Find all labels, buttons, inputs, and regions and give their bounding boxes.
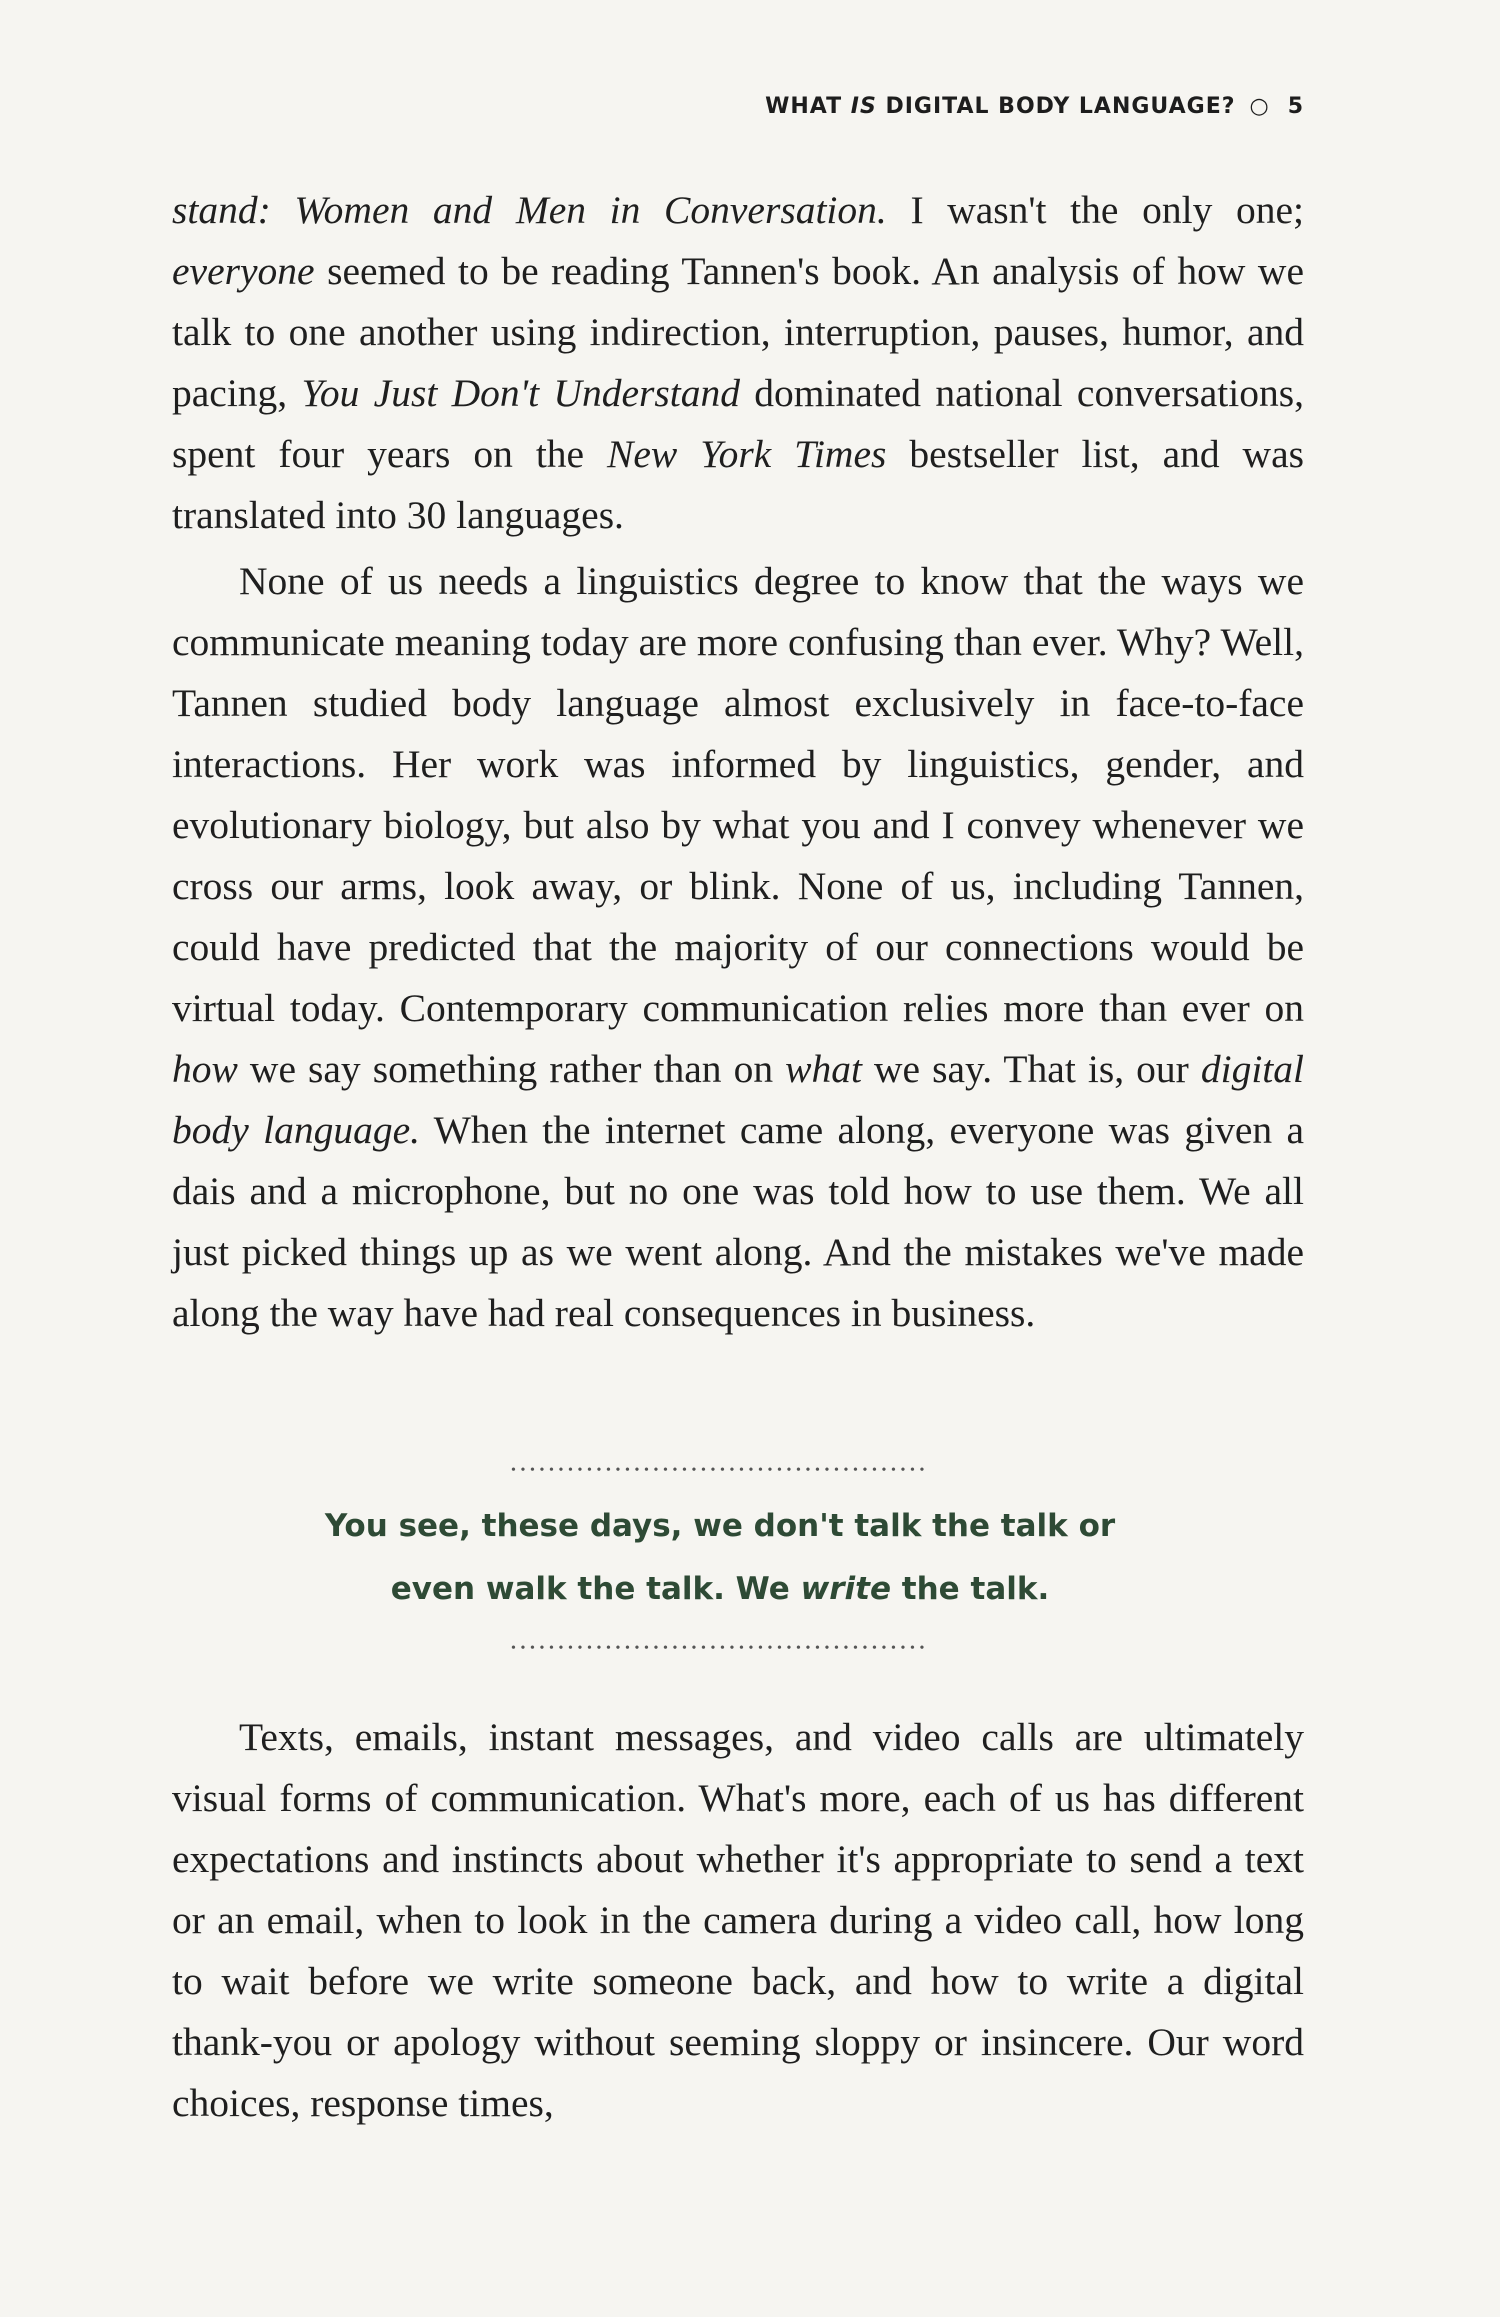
header-separator-icon: ○	[1249, 94, 1270, 119]
header-title-suffix: DIGITAL BODY LANGUAGE?	[876, 94, 1236, 119]
paragraph-block	[172, 551, 1304, 1344]
text-run: we say. That is, our	[861, 1047, 1201, 1091]
header-title-emphasis: IS	[850, 94, 877, 119]
paragraph-2	[172, 551, 1304, 1344]
emphasis-text: how	[172, 1047, 238, 1091]
emphasis-text: what	[785, 1047, 862, 1091]
pull-quote-line-2c: the talk.	[891, 1571, 1050, 1607]
publication-title-italic: New York Times	[607, 432, 887, 476]
pull-quote-line-2a: even walk the talk. We	[390, 1571, 801, 1607]
pull-quote-line-1: You see, these days, we don't talk the talk or	[324, 1508, 1116, 1544]
text-run: bestseller list, and was translated into 30 languages.	[172, 432, 1304, 537]
running-header	[765, 94, 1304, 119]
text-run: When the internet came along, everyone was given a dais and a microphone, but no one was told how to use them. We all just picked things up as we went along. And the mistakes we've made along the way have had real consequences in business.	[172, 1108, 1304, 1335]
book-title-italic: You Just Don't Understand	[301, 371, 740, 415]
dotted-rule-bottom: ••••••••••••••••••••••••••••••••••••••••••••	[510, 1641, 930, 1656]
pull-quote	[320, 1461, 1120, 1659]
text-run: we say something rather than on	[237, 1047, 786, 1091]
paragraph-block	[172, 1707, 1304, 2134]
text-run: dominated national conversations, spent four years on the	[172, 371, 1304, 476]
paragraph-1	[172, 180, 1304, 546]
pull-quote-emphasis: write	[800, 1571, 891, 1607]
pull-quote-text	[320, 1495, 1120, 1621]
page-number: 5	[1287, 94, 1304, 119]
book-title-italic: stand: Women and Men in Conversation.	[172, 188, 887, 232]
text-run: seemed to be reading Tannen's book. An analysis of how we talk to one another using indirection, interruption, pauses, humor, and pacing,	[172, 249, 1304, 415]
paragraph-3: Texts, emails, instant messages, and video calls are ultimately visual forms of communication. What's more, each of us has different expectations and instincts about whether it's appropriate to send a text or an email, when to look in the camera during a video call, how long to wait before we write someone back, and how to write a digital thank-you or apology without seeming sloppy or insincere. Our word choices, response times,	[172, 1715, 1304, 2125]
emphasis-text: everyone	[172, 249, 315, 293]
text-run: None of us needs a linguistics degree to know that the ways we communicate meaning today are more confusing than ever. Why? Well, Tannen studied body language almost exclusively in face-to-face interactions. Her work was informed by linguistics, gender, and evolutionary biology, but also by what you and I convey whenever we cross our arms, look away, or blink. None of us, including Tannen, could have predicted that the majority of our connections would be virtual today. Contemporary communication relies more than ever on	[172, 559, 1304, 1030]
dotted-rule-top: ••••••••••••••••••••••••••••••••••••••••••••	[510, 1463, 930, 1478]
text-run: I wasn't the only one;	[886, 188, 1304, 232]
header-title-prefix: WHAT	[765, 94, 851, 119]
paragraph-continued	[172, 180, 1304, 546]
emphasis-text: digital body language.	[172, 1047, 1304, 1152]
